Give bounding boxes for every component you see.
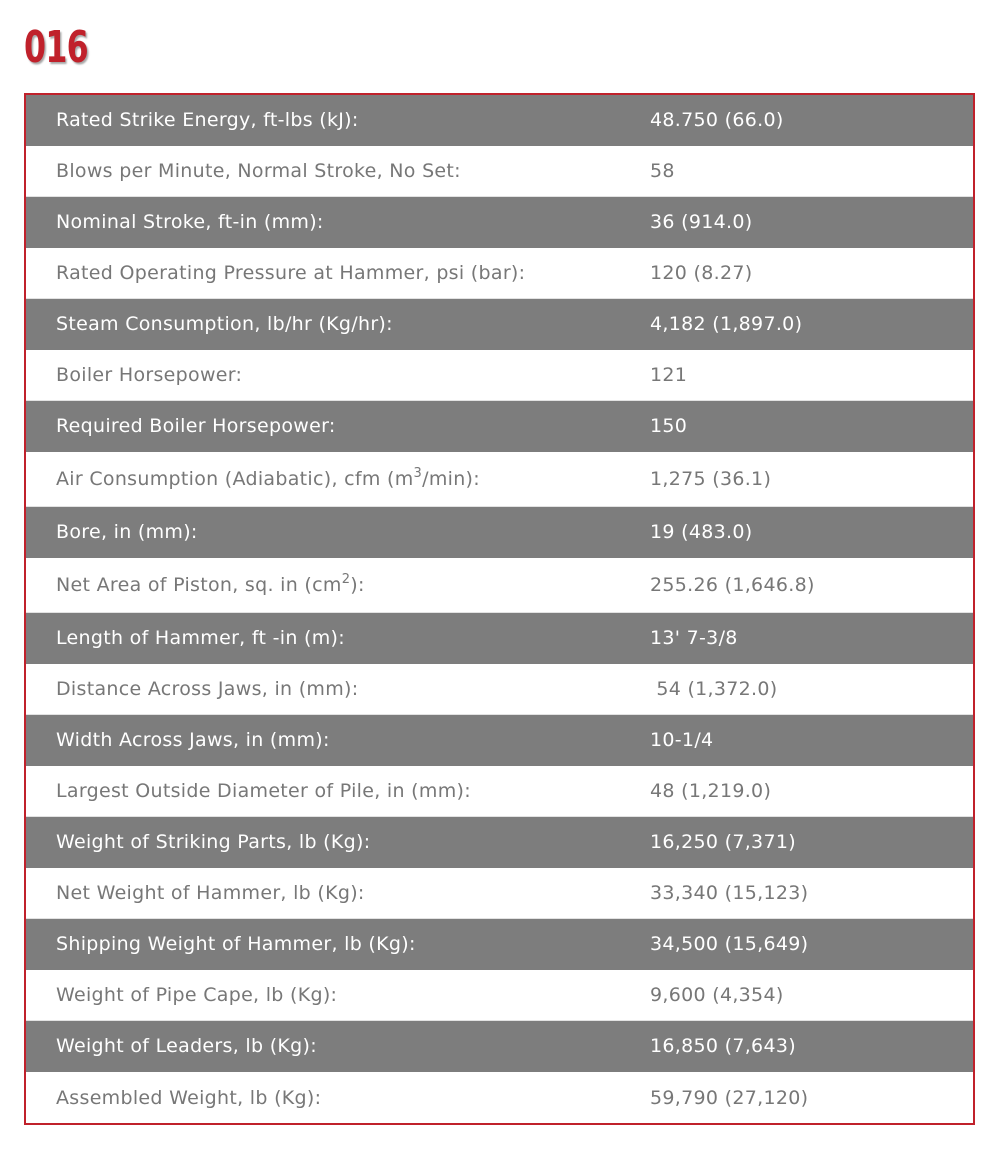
spec-value: 48 (1,219.0) bbox=[650, 780, 772, 802]
spec-label: Distance Across Jaws, in (mm): bbox=[56, 678, 359, 700]
spec-label: Blows per Minute, Normal Stroke, No Set: bbox=[56, 160, 461, 182]
spec-row bbox=[26, 95, 973, 146]
spec-row bbox=[26, 558, 973, 613]
spec-row bbox=[26, 350, 973, 401]
spec-row bbox=[26, 299, 973, 350]
spec-table bbox=[24, 93, 975, 1125]
page-title: 016 bbox=[24, 22, 88, 73]
spec-row bbox=[26, 715, 973, 766]
spec-row bbox=[26, 919, 973, 970]
spec-value: 120 (8.27) bbox=[650, 262, 753, 284]
spec-label bbox=[26, 468, 650, 490]
spec-value: 10-1/4 bbox=[650, 729, 714, 751]
spec-label: Weight of Pipe Cape, lb (Kg): bbox=[56, 984, 338, 1006]
spec-label: Nominal Stroke, ft-in (mm): bbox=[56, 211, 324, 233]
spec-value: 58 bbox=[650, 160, 675, 182]
spec-row bbox=[26, 401, 973, 452]
spec-value: 33,340 (15,123) bbox=[650, 882, 809, 904]
superscript-exponent: 2 bbox=[341, 572, 351, 587]
spec-row bbox=[26, 197, 973, 248]
spec-value: 19 (483.0) bbox=[650, 521, 753, 543]
spec-row bbox=[26, 146, 973, 197]
spec-value: 121 bbox=[650, 364, 688, 386]
spec-label-text: Air Consumption (Adiabatic), cfm (m bbox=[56, 468, 414, 490]
spec-label: Bore, in (mm): bbox=[56, 521, 198, 543]
spec-row bbox=[26, 664, 973, 715]
spec-value: 255.26 (1,646.8) bbox=[650, 574, 815, 596]
spec-label: Steam Consumption, lb/hr (Kg/hr): bbox=[56, 313, 393, 335]
spec-row bbox=[26, 248, 973, 299]
spec-value: 1,275 (36.1) bbox=[650, 468, 772, 490]
spec-label-text: Net Area of Piston, sq. in (cm bbox=[56, 574, 342, 596]
spec-label: Weight of Leaders, lb (Kg): bbox=[56, 1035, 317, 1057]
spec-label-text: ): bbox=[350, 574, 365, 596]
spec-value: 16,250 (7,371) bbox=[650, 831, 796, 853]
spec-label: Required Boiler Horsepower: bbox=[56, 415, 336, 437]
spec-row bbox=[26, 970, 973, 1021]
spec-value: 34,500 (15,649) bbox=[650, 933, 809, 955]
spec-label: Largest Outside Diameter of Pile, in (mm): bbox=[56, 780, 471, 802]
spec-row bbox=[26, 1021, 973, 1072]
spec-value: 36 (914.0) bbox=[650, 211, 753, 233]
spec-label: Shipping Weight of Hammer, lb (Kg): bbox=[56, 933, 416, 955]
spec-label: Rated Strike Energy, ft-lbs (kJ): bbox=[56, 109, 359, 131]
spec-row bbox=[26, 1072, 973, 1123]
spec-label: Width Across Jaws, in (mm): bbox=[56, 729, 330, 751]
spec-label: Net Weight of Hammer, lb (Kg): bbox=[56, 882, 365, 904]
spec-label: Rated Operating Pressure at Hammer, psi (bar): bbox=[56, 262, 526, 284]
spec-value: 9,600 (4,354) bbox=[650, 984, 784, 1006]
spec-label: Assembled Weight, lb (Kg): bbox=[56, 1086, 322, 1109]
spec-label: Boiler Horsepower: bbox=[56, 364, 243, 386]
spec-row bbox=[26, 817, 973, 868]
spec-value: 59,790 (27,120) bbox=[650, 1086, 809, 1109]
spec-row bbox=[26, 452, 973, 507]
spec-row bbox=[26, 766, 973, 817]
spec-value: 16,850 (7,643) bbox=[650, 1035, 796, 1057]
spec-label bbox=[26, 574, 650, 596]
spec-value: 13' 7-3/8 bbox=[650, 627, 738, 649]
spec-row bbox=[26, 507, 973, 558]
spec-row bbox=[26, 868, 973, 919]
superscript-exponent: 3 bbox=[413, 466, 423, 481]
spec-value: 4,182 (1,897.0) bbox=[650, 313, 803, 335]
spec-value: 48.750 (66.0) bbox=[650, 109, 784, 131]
spec-value: 150 bbox=[650, 415, 688, 437]
spec-row bbox=[26, 613, 973, 664]
spec-label: Weight of Striking Parts, lb (Kg): bbox=[56, 831, 371, 853]
spec-value: 54 (1,372.0) bbox=[650, 678, 778, 700]
spec-label-text: /min): bbox=[422, 468, 480, 490]
spec-label: Length of Hammer, ft -in (m): bbox=[56, 627, 345, 649]
